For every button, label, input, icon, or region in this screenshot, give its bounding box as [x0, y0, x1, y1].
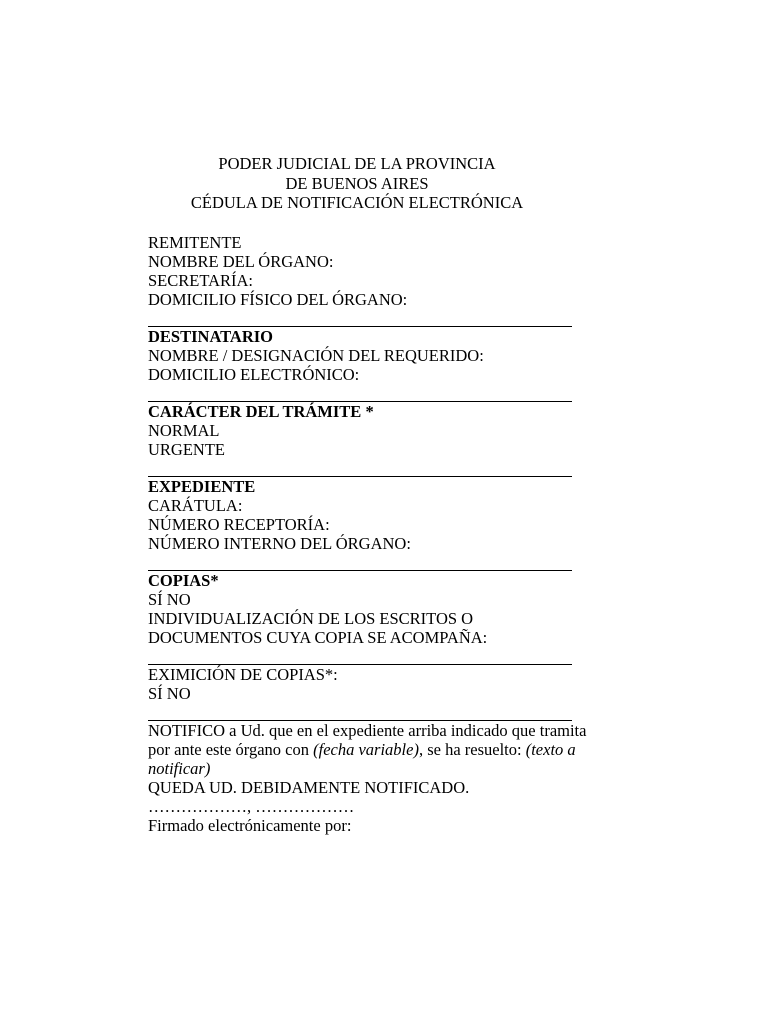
- expediente-title: EXPEDIENTE: [148, 476, 256, 496]
- spacer: [148, 213, 572, 233]
- notificacion-texto: (texto a notificar): [148, 739, 576, 778]
- section-divider: [148, 553, 572, 571]
- notificacion-queda: QUEDA UD. DEBIDAMENTE NOTIFICADO.: [148, 777, 470, 797]
- remitente-secretaria: SECRETARÍA:: [148, 270, 254, 290]
- copias-individualizacion-2: DOCUMENTOS CUYA COPIA SE ACOMPAÑA:: [148, 627, 488, 647]
- section-divider: [148, 647, 572, 665]
- header-line-2: DE BUENOS AIRES: [285, 173, 429, 193]
- eximicion-title: EXIMICIÓN DE COPIAS*:: [148, 664, 338, 684]
- header-line-3: CÉDULA DE NOTIFICACIÓN ELECTRÓNICA: [190, 193, 524, 212]
- remitente-title: REMITENTE: [148, 232, 242, 252]
- notificacion-firmado: Firmado electrónicamente por:: [148, 815, 352, 835]
- document-header: [92, 154, 622, 213]
- eximicion-si-no: SÍ NO: [148, 683, 191, 703]
- notificacion-fecha: (fecha variable): [313, 739, 419, 759]
- section-divider: [148, 459, 572, 477]
- copias-title: COPIAS*: [148, 570, 219, 590]
- destinatario-domicilio: DOMICILIO ELECTRÓNICO:: [148, 364, 360, 384]
- expediente-interno: NÚMERO INTERNO DEL ÓRGANO:: [148, 533, 411, 553]
- header-line-1: PODER JUDICIAL DE LA PROVINCIA: [218, 154, 496, 173]
- notificacion-text-a: NOTIFICO a Ud. que en el expediente arriba indicado que tramita por ante este órgano con: [148, 720, 587, 759]
- notificacion-puntos: ………………, ………………: [148, 796, 355, 816]
- document-body: [148, 154, 587, 835]
- expediente-receptoria: NÚMERO RECEPTORÍA:: [148, 514, 330, 534]
- caracter-title: CARÁCTER DEL TRÁMITE *: [148, 401, 374, 421]
- notificacion-paragraph: [148, 721, 588, 778]
- section-divider: [148, 384, 572, 402]
- remitente-domicilio: DOMICILIO FÍSICO DEL ÓRGANO:: [148, 289, 408, 309]
- notificacion-text-b: , se ha resuelto:: [418, 739, 526, 759]
- copias-individualizacion-1: INDIVIDUALIZACIÓN DE LOS ESCRITOS O: [148, 608, 474, 628]
- caracter-normal: NORMAL: [148, 420, 220, 440]
- section-divider: [148, 309, 572, 327]
- destinatario-title: DESTINATARIO: [148, 326, 273, 346]
- copias-si-no: SÍ NO: [148, 589, 191, 609]
- section-divider: [148, 703, 572, 721]
- expediente-caratula: CARÁTULA:: [148, 495, 243, 515]
- destinatario-nombre: NOMBRE / DESIGNACIÓN DEL REQUERIDO:: [148, 345, 484, 365]
- caracter-urgente: URGENTE: [148, 439, 225, 459]
- remitente-organo: NOMBRE DEL ÓRGANO:: [148, 251, 334, 271]
